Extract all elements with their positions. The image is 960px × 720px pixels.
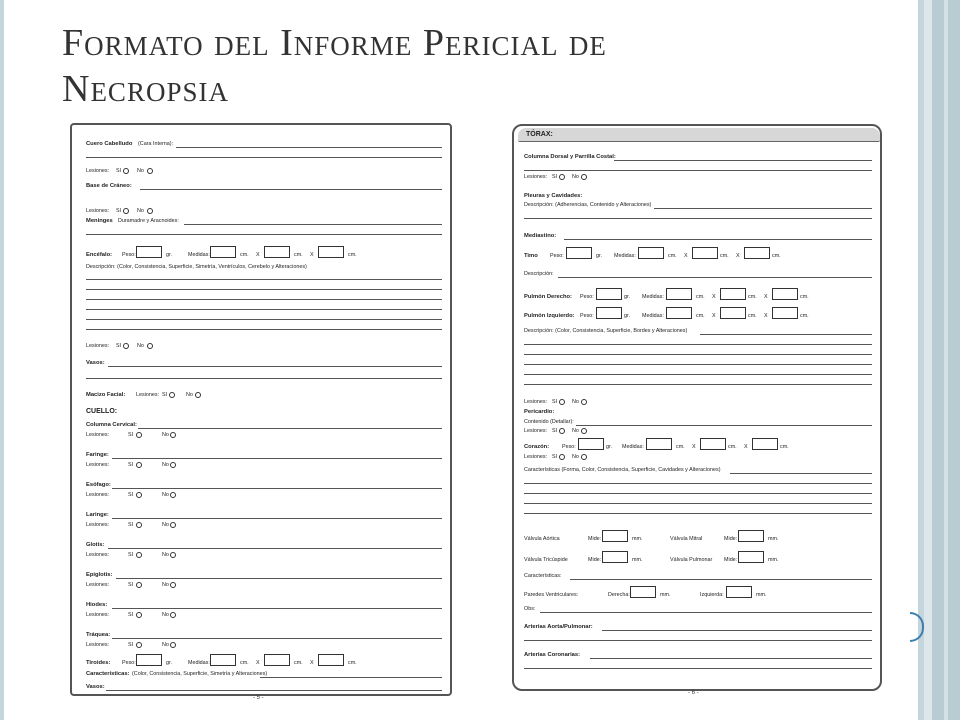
label-cm: cm. xyxy=(800,294,809,300)
input-pulmon-der-medida-1[interactable] xyxy=(666,288,692,300)
radio-no[interactable] xyxy=(170,582,176,588)
label-mediastino: Mediastino: xyxy=(524,233,557,239)
radio-si[interactable] xyxy=(136,432,142,438)
input-corazon-medida-2[interactable] xyxy=(700,438,726,450)
label-lesiones: Lesiones: xyxy=(86,522,110,528)
label-descripcion: Descripción: xyxy=(524,271,554,277)
label-no: No xyxy=(572,428,579,434)
line-hiodes[interactable] xyxy=(112,608,442,609)
label-si: SI xyxy=(128,642,134,648)
label-encefalo: Encéfalo: xyxy=(86,252,113,258)
label-epiglotis: Epiglotis: xyxy=(86,572,113,578)
label-si: SI xyxy=(552,174,558,180)
label-medidas: Medidas: xyxy=(642,313,664,319)
line-encefalo-6[interactable] xyxy=(86,329,442,330)
radio-no[interactable] xyxy=(170,492,176,498)
label-peso: Peso: xyxy=(562,444,576,450)
label-x: X xyxy=(712,294,716,300)
label-paredes: Paredes Ventriculares: xyxy=(524,592,579,598)
line-encefalo-3[interactable] xyxy=(86,299,442,300)
label-no: No xyxy=(162,522,169,528)
label-cm: cm. xyxy=(294,660,303,666)
form-page-6 xyxy=(512,124,882,691)
line-meninges-1[interactable] xyxy=(184,224,442,225)
label-no: No xyxy=(137,208,144,214)
line-epiglotis[interactable] xyxy=(116,578,442,579)
label-derecha: Derecha: xyxy=(608,592,630,598)
line-faringe[interactable] xyxy=(112,458,442,459)
label-cm: cm. xyxy=(696,294,705,300)
label-cm: cm. xyxy=(772,253,781,259)
line-corazon-5[interactable] xyxy=(524,513,872,514)
label-cm: cm. xyxy=(696,313,705,319)
radio-no[interactable] xyxy=(581,454,587,460)
radio-si[interactable] xyxy=(123,343,129,349)
label-cm: cm. xyxy=(240,252,249,258)
label-lesiones: Lesiones: xyxy=(86,612,110,618)
label-cm: cm. xyxy=(780,444,789,450)
label-lesiones: Lesiones: xyxy=(136,392,160,398)
label-medidas: Medidas: xyxy=(188,252,210,258)
label-no: No xyxy=(162,552,169,558)
label-cm: cm. xyxy=(748,294,757,300)
input-pulmon-izq-medida-3[interactable] xyxy=(772,307,798,319)
slide-frame-left xyxy=(0,0,4,720)
radio-si[interactable] xyxy=(136,462,142,468)
input-corazon-medida-3[interactable] xyxy=(752,438,778,450)
label-mm: mm. xyxy=(756,592,767,598)
heading-torax: TÓRAX: xyxy=(526,131,553,138)
label-peso: Peso: xyxy=(122,252,136,258)
label-cm: cm. xyxy=(240,660,249,666)
label-lesiones: Lesiones: xyxy=(86,642,110,648)
radio-si[interactable] xyxy=(559,399,565,405)
line-pulmon-1[interactable] xyxy=(700,334,872,335)
line-pulmon-4[interactable] xyxy=(524,364,872,365)
line-corazon-1[interactable] xyxy=(730,473,872,474)
label-tiroides: Tiroides: xyxy=(86,660,111,666)
input-pulmon-der-peso[interactable] xyxy=(596,288,622,300)
label-cuero-cabelludo: Cuero Cabelludo xyxy=(86,141,133,147)
label-si: SI xyxy=(552,454,558,460)
label-lesiones: Lesiones: xyxy=(524,399,548,405)
label-hiodes: Hiodes: xyxy=(86,602,108,608)
label-mm: mm. xyxy=(768,557,779,563)
label-no: No xyxy=(572,399,579,405)
label-mide: Mide: xyxy=(588,557,602,563)
label-timo: Timo xyxy=(524,253,538,259)
line-corazon-4[interactable] xyxy=(524,503,872,504)
line-encefalo-2[interactable] xyxy=(86,289,442,290)
label-mide: Mide: xyxy=(724,536,738,542)
input-pulmon-izq-medida-2[interactable] xyxy=(720,307,746,319)
label-izquierda: Izquierda: xyxy=(700,592,724,598)
label-cm: cm. xyxy=(294,252,303,258)
label-lesiones: Lesiones: xyxy=(524,428,548,434)
label-x: X xyxy=(764,313,768,319)
line-arterias-aorta-1[interactable] xyxy=(602,630,872,631)
line-cuero-1[interactable] xyxy=(176,147,442,148)
label-lesiones: Lesiones: xyxy=(86,168,110,174)
slide-title xyxy=(62,20,822,112)
label-meninges: Meninges xyxy=(86,218,113,224)
label-si: SI xyxy=(128,612,134,618)
label-pulmon-desc: Descripción: (Color, Consistencia, Superficie, Bordes y Alteraciones) xyxy=(524,328,688,334)
line-meninges-2[interactable] xyxy=(86,234,442,235)
label-arterias-aorta: Arterias Aorta/Pulmonar: xyxy=(524,624,593,630)
input-corazon-medida-1[interactable] xyxy=(646,438,672,450)
label-peso: Peso: xyxy=(580,313,594,319)
label-gr: gr. xyxy=(596,253,602,259)
line-mediastino[interactable] xyxy=(564,239,872,240)
label-mm: mm. xyxy=(660,592,671,598)
label-no: No xyxy=(137,168,144,174)
line-encefalo-4[interactable] xyxy=(86,309,442,310)
label-faringe: Faringe: xyxy=(86,452,109,458)
label-gr: gr. xyxy=(606,444,612,450)
label-caracteristicas-sub: (Color, Consistencia, Superficie, Simetría y Alteraciones) xyxy=(132,671,268,677)
input-valvula-tricuspide[interactable] xyxy=(602,551,628,563)
label-cm: cm. xyxy=(348,660,357,666)
line-corazon-3[interactable] xyxy=(524,493,872,494)
radio-si[interactable] xyxy=(169,392,175,398)
input-timo-peso[interactable] xyxy=(566,247,592,259)
line-contenido[interactable] xyxy=(576,425,872,426)
input-valvula-mitral[interactable] xyxy=(738,530,764,542)
slide-title-line1: Formato del Informe Pericial de xyxy=(62,22,607,64)
label-x: X xyxy=(684,253,688,259)
label-mm: mm. xyxy=(768,536,779,542)
radio-si[interactable] xyxy=(136,642,142,648)
line-columna-dorsal-2[interactable] xyxy=(524,170,872,171)
label-mide: Mide: xyxy=(588,536,602,542)
label-no: No xyxy=(162,492,169,498)
line-corazon-2[interactable] xyxy=(524,483,872,484)
line-pulmon-5[interactable] xyxy=(524,374,872,375)
label-columna-cervical: Columna Cervical: xyxy=(86,422,137,428)
input-encefalo-peso[interactable] xyxy=(136,246,162,258)
label-pericardio: Pericardio: xyxy=(524,409,555,415)
label-x: X xyxy=(764,294,768,300)
input-encefalo-medida-3[interactable] xyxy=(318,246,344,258)
radio-no[interactable] xyxy=(195,392,201,398)
label-medidas: Medidas: xyxy=(614,253,636,259)
label-cm: cm. xyxy=(348,252,357,258)
label-cm: cm. xyxy=(748,313,757,319)
line-arterias-aorta-2[interactable] xyxy=(524,640,872,641)
line-vasos-2[interactable] xyxy=(86,378,442,379)
label-si: SI xyxy=(552,399,558,405)
line-timo-descripcion[interactable] xyxy=(558,277,872,278)
input-valvula-aortica[interactable] xyxy=(602,530,628,542)
radio-no[interactable] xyxy=(170,462,176,468)
input-timo-medida-2[interactable] xyxy=(692,247,718,259)
label-obs: Obs: xyxy=(524,606,536,612)
radio-no[interactable] xyxy=(147,343,153,349)
line-vasos[interactable] xyxy=(106,690,442,691)
radio-no[interactable] xyxy=(581,428,587,434)
line-traquea[interactable] xyxy=(112,638,442,639)
input-timo-medida-1[interactable] xyxy=(638,247,664,259)
label-si: SI xyxy=(128,522,134,528)
radio-si[interactable] xyxy=(136,612,142,618)
label-mm: mm. xyxy=(632,536,643,542)
label-x: X xyxy=(256,660,260,666)
line-pleuras-1[interactable] xyxy=(654,208,872,209)
label-peso: Peso: xyxy=(580,294,594,300)
label-si: SI xyxy=(116,168,122,174)
line-encefalo-1[interactable] xyxy=(86,279,442,280)
radio-no[interactable] xyxy=(170,432,176,438)
label-no: No xyxy=(162,612,169,618)
label-si: SI xyxy=(128,552,134,558)
line-cuero-2[interactable] xyxy=(86,157,442,158)
input-tiroides-medida-1[interactable] xyxy=(210,654,236,666)
label-mide: Mide: xyxy=(724,557,738,563)
input-pared-derecha[interactable] xyxy=(630,586,656,598)
form-page-5 xyxy=(70,123,452,696)
label-si: SI xyxy=(128,432,134,438)
label-lesiones: Lesiones: xyxy=(524,454,548,460)
radio-no[interactable] xyxy=(147,168,153,174)
radio-no[interactable] xyxy=(170,552,176,558)
radio-si[interactable] xyxy=(123,208,129,214)
slide-title-line2: Necropsia xyxy=(62,68,229,110)
radio-si[interactable] xyxy=(559,428,565,434)
label-valvula-tricuspide: Válvula Tricúspide xyxy=(524,557,568,563)
line-base-craneo[interactable] xyxy=(140,189,442,190)
label-valvula-mitral: Válvula Mitral xyxy=(670,536,703,542)
label-esofago: Esófago: xyxy=(86,482,111,488)
label-pleuras-desc: Descripción: (Adherencias, Contenido y Alteraciones) xyxy=(524,202,652,208)
section-header-band xyxy=(518,128,880,142)
label-x: X xyxy=(310,660,314,666)
label-no: No xyxy=(186,392,193,398)
radio-si[interactable] xyxy=(123,168,129,174)
input-pulmon-izq-medida-1[interactable] xyxy=(666,307,692,319)
label-pulmon-izquierdo: Pulmón Izquierdo: xyxy=(524,313,575,319)
label-x: X xyxy=(744,444,748,450)
label-x: X xyxy=(692,444,696,450)
input-pulmon-der-medida-2[interactable] xyxy=(720,288,746,300)
label-no: No xyxy=(162,582,169,588)
label-gr: gr. xyxy=(166,252,172,258)
line-glotis[interactable] xyxy=(108,548,442,549)
input-pulmon-der-medida-3[interactable] xyxy=(772,288,798,300)
label-traquea: Tráquea: xyxy=(86,632,111,638)
label-si: SI xyxy=(162,392,168,398)
label-lesiones: Lesiones: xyxy=(86,462,110,468)
input-encefalo-medida-2[interactable] xyxy=(264,246,290,258)
label-cm: cm. xyxy=(720,253,729,259)
label-no: No xyxy=(137,343,144,349)
label-si: SI xyxy=(128,492,134,498)
line-arterias-coronarias-2[interactable] xyxy=(524,668,872,669)
slide-frame-right-stripe xyxy=(944,0,948,720)
radio-no[interactable] xyxy=(147,208,153,214)
radio-si[interactable] xyxy=(559,174,565,180)
label-no: No xyxy=(572,454,579,460)
label-corazon: Corazón: xyxy=(524,444,550,450)
line-pulmon-6[interactable] xyxy=(524,384,872,385)
line-columna-dorsal-1[interactable] xyxy=(614,160,872,161)
line-pulmon-2[interactable] xyxy=(524,344,872,345)
label-x: X xyxy=(736,253,740,259)
label-valvula-pulmonar: Válvula Pulmonar xyxy=(670,557,713,563)
input-valvula-pulmonar[interactable] xyxy=(738,551,764,563)
line-caracteristicas[interactable] xyxy=(260,677,442,678)
heading-cuello: CUELLO: xyxy=(86,408,118,415)
label-vasos: Vasos: xyxy=(86,684,105,690)
input-pulmon-izq-peso[interactable] xyxy=(596,307,622,319)
label-lesiones: Lesiones: xyxy=(86,432,110,438)
label-si: SI xyxy=(128,462,134,468)
label-cuero-cabelludo-sub: (Cara Interna): xyxy=(138,141,174,147)
input-tiroides-medida-2[interactable] xyxy=(264,654,290,666)
label-lesiones: Lesiones: xyxy=(86,552,110,558)
label-descripcion-encefalo: Descripción: (Color, Consistencia, Superficie, Simetría, Ventrículos, Cerebelo y Alteraciones) xyxy=(86,264,307,270)
label-x: X xyxy=(712,313,716,319)
line-pleuras-2[interactable] xyxy=(524,218,872,219)
label-lesiones: Lesiones: xyxy=(524,174,548,180)
label-arterias-coronarias: Arterias Coronarias: xyxy=(524,652,581,658)
label-mm: mm. xyxy=(632,557,643,563)
input-tiroides-peso[interactable] xyxy=(136,654,162,666)
line-pulmon-3[interactable] xyxy=(524,354,872,355)
label-lesiones: Lesiones: xyxy=(86,582,110,588)
label-no: No xyxy=(572,174,579,180)
radio-no[interactable] xyxy=(170,642,176,648)
page-number-6: - 6 - xyxy=(688,690,699,696)
label-medidas: Medidas: xyxy=(188,660,210,666)
line-arterias-coronarias-1[interactable] xyxy=(590,658,872,659)
label-si: SI xyxy=(552,428,558,434)
radio-no[interactable] xyxy=(581,174,587,180)
label-valvula-aortica: Válvula Aórtica xyxy=(524,536,560,542)
label-medidas: Medidas: xyxy=(622,444,644,450)
label-meninges-sub: Duramadre y Aracnoides: xyxy=(118,218,179,224)
input-encefalo-medida-1[interactable] xyxy=(210,246,236,258)
line-vasos-1[interactable] xyxy=(108,366,442,367)
radio-no[interactable] xyxy=(581,399,587,405)
line-laringe[interactable] xyxy=(112,518,442,519)
radio-si[interactable] xyxy=(136,552,142,558)
label-no: No xyxy=(162,462,169,468)
label-x: X xyxy=(310,252,314,258)
slide-frame-right-inner xyxy=(924,0,932,720)
input-corazon-peso[interactable] xyxy=(578,438,604,450)
line-encefalo-5[interactable] xyxy=(86,319,442,320)
radio-no[interactable] xyxy=(170,612,176,618)
input-pared-izquierda[interactable] xyxy=(726,586,752,598)
label-vasos: Vasos: xyxy=(86,360,105,366)
page-number-5: - 5 - xyxy=(253,695,264,701)
label-peso: Peso: xyxy=(122,660,136,666)
line-caracteristicas[interactable] xyxy=(570,579,872,580)
label-si: SI xyxy=(116,208,122,214)
label-columna-dorsal: Columna Dorsal y Parrilla Costal: xyxy=(524,154,616,160)
label-x: X xyxy=(256,252,260,258)
input-timo-medida-3[interactable] xyxy=(744,247,770,259)
label-macizo-facial: Macizo Facial: xyxy=(86,392,126,398)
label-si: SI xyxy=(128,582,134,588)
label-no: No xyxy=(162,642,169,648)
label-peso: Peso: xyxy=(550,253,564,259)
line-columna-cervical[interactable] xyxy=(138,428,442,429)
label-cm: cm. xyxy=(800,313,809,319)
line-obs[interactable] xyxy=(540,612,872,613)
label-lesiones: Lesiones: xyxy=(86,343,110,349)
label-cm: cm. xyxy=(728,444,737,450)
label-pleuras: Pleuras y Cavidades: xyxy=(524,193,583,199)
label-no: No xyxy=(162,432,169,438)
label-contenido: Contenido (Detallar): xyxy=(524,419,574,425)
label-pulmon-derecho: Pulmón Derecho: xyxy=(524,294,572,300)
label-corazon-caract: Características (Forma, Color, Consistencia, Superficie, Cavidades y Alteraciones) xyxy=(524,467,721,473)
radio-si[interactable] xyxy=(136,492,142,498)
label-cm: cm. xyxy=(676,444,685,450)
label-gr: gr. xyxy=(624,294,630,300)
radio-si[interactable] xyxy=(559,454,565,460)
label-base-craneo: Base de Cráneo: xyxy=(86,183,132,189)
label-laringe: Laringe: xyxy=(86,512,109,518)
radio-si[interactable] xyxy=(136,582,142,588)
input-tiroides-medida-3[interactable] xyxy=(318,654,344,666)
label-gr: gr. xyxy=(166,660,172,666)
label-si: SI xyxy=(116,343,122,349)
label-medidas: Medidas: xyxy=(642,294,664,300)
radio-no[interactable] xyxy=(170,522,176,528)
label-cm: cm. xyxy=(668,253,677,259)
label-glotis: Glotis: xyxy=(86,542,105,548)
label-lesiones: Lesiones: xyxy=(86,208,110,214)
line-esofago[interactable] xyxy=(112,488,442,489)
label-gr: gr. xyxy=(624,313,630,319)
label-caracteristicas: Características: xyxy=(86,671,130,677)
label-caracteristicas: Características: xyxy=(524,573,562,579)
label-lesiones: Lesiones: xyxy=(86,492,110,498)
radio-si[interactable] xyxy=(136,522,142,528)
